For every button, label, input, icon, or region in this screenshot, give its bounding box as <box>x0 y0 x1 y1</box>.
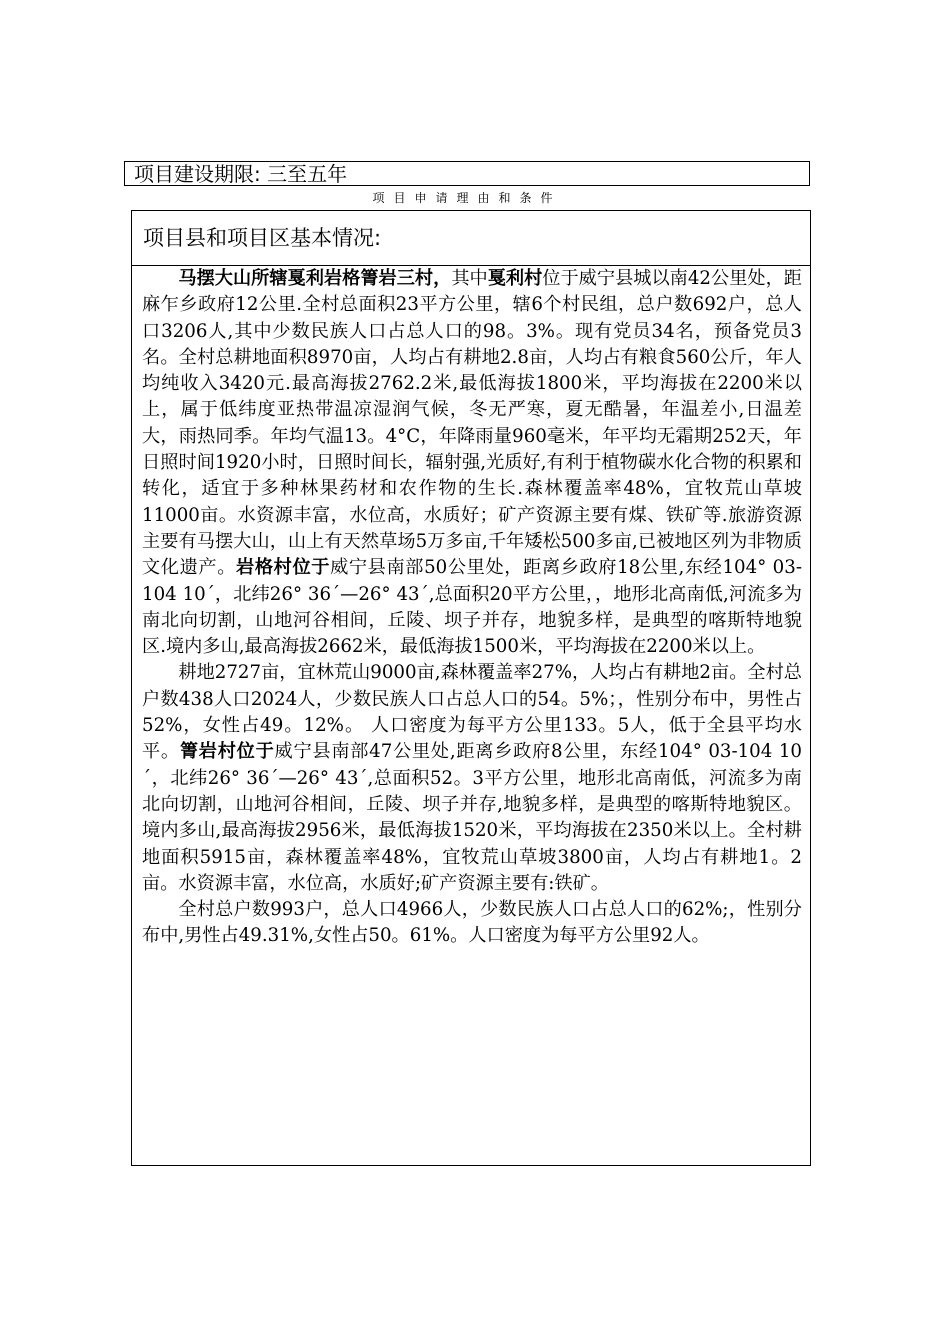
text-run: 其中 <box>451 268 488 289</box>
bold-phrase: 岩格村位于 <box>236 557 331 579</box>
body-text <box>142 266 802 950</box>
paragraph-1 <box>142 266 802 660</box>
text-run: 威宁县南部50公里处，距离乡政府18公里,东经104° 03-104 10´，北纬26° 36´—26° 43´,总面积20平方公里，，地形北高南低,河流多为南北向切割，山地河谷相间，丘陵、坝子并存，地貌多样，是典型的喀斯特地貌区.境内多山,最高海拔2662米，最低海拔1500米，平均海拔在2200米以上。 <box>142 557 802 658</box>
construction-period-row <box>124 161 810 186</box>
box-title: 项目县和项目区基本情况: <box>143 226 382 250</box>
bold-phrase: 马摆大山所辖戛利岩格箐岩三村， <box>178 268 452 289</box>
section-heading: 项目申请理由和条件 <box>372 191 562 205</box>
paragraph-2 <box>142 660 802 897</box>
bold-phrase: 箐岩村位于 <box>179 741 275 763</box>
text-run: 位于威宁县城以南42公里处，距麻乍乡政府12公里.全村总面积23平方公里，辖6个村民组，总户数692户，总人口3206人,其中少数民族人口占总人口的98。3%。现有党员34名，预备党员3名。全村总耕地面积8970亩，人均占有耕地2.8亩，人均占有粮食560公斤，年人均纯收入3420元.最高海拔2762.2米,最低海拔1800米，平均海拔在2200米以上，属于低纬度亚热带温凉湿润气候，冬无严寒，夏无酷暑，年温差小,日温差大，雨热同季。年均气温13。4°C，年降雨量960毫米，年平均无霜期252天，年日照时间1920小时，日照时间长，辐射强,光质好,有利于植物碳水化合物的积累和转化，适宜于多种林果药材和农作物的生长.森林覆盖率48%，宜牧荒山草坡11000亩。水资源丰富，水位高，水质好；矿产资源主要有煤、铁矿等.旅游资源主要有马摆大山，山上有天然草场5万多亩,千年矮松500多亩,已被地区列为非物质文化遗产。 <box>142 268 802 579</box>
construction-period-field <box>134 162 347 186</box>
construction-period-value: 三至五年 <box>260 162 348 186</box>
box-title-cell <box>131 210 811 266</box>
bold-phrase: 戛利村 <box>487 268 543 289</box>
construction-period-label: 项目建设期限: <box>134 162 261 186</box>
text-run: 威宁县南部47公里处,距离乡政府8公里，东经104° 03-104 10´，北纬26° 36´—26° 43´,总面积52。3平方公里，地形北高南低，河流多为南北向切割，山地河谷相间，丘陵、坝子并存,地貌多样，是典型的喀斯特地貌区。境内多山,最高海拔2956米，最低海拔1520米，平均海拔在2350米以上。全村耕地面积5915亩，森林覆盖率48%，宜牧荒山草坡3800亩，人均占有耕地1。2亩。水资源丰富，水位高，水质好;矿产资源主要有:铁矿。 <box>142 741 802 894</box>
text-run: 耕地2727亩，宜林荒山9000亩,森林覆盖率27%，人均占有耕地2亩。全村总户数438人口2024人，少数民族人口占总人口的54。5%；，性别分布中，男性占52%，女性占49。12%。 人口密度为每平方公里133。5人，低于全县平均水平。 <box>142 662 802 763</box>
paragraph-3 <box>142 897 802 950</box>
text-run: 全村总户数993户，总人口4966人，少数民族人口占总人口的62%;，性别分布中,男性占49.31%,女性占50。61%。人口密度为每平方公里92人。 <box>142 899 802 947</box>
